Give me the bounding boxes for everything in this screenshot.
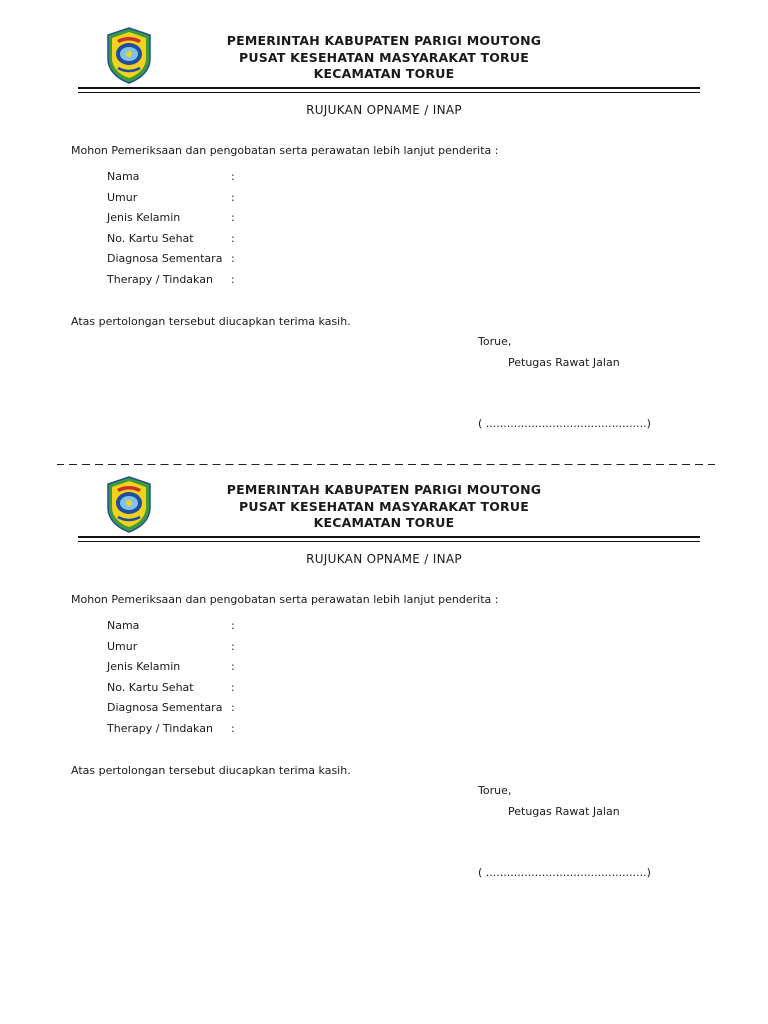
- referral-form-bottom: [0, 449, 768, 889]
- header-health-center: PUSAT KESEHATAN MASYARAKAT TORUE: [239, 499, 529, 514]
- closing-thanks: Atas pertolongan tersebut diucapkan terima kasih.: [71, 764, 351, 777]
- field-colon: :: [231, 619, 235, 632]
- field-colon: :: [231, 190, 235, 204]
- field-colon: :: [231, 721, 235, 735]
- field-label-therapy: Therapy / Tindakan: [107, 272, 213, 286]
- field-label-diagnosa: Diagnosa Sementara: [107, 252, 223, 266]
- field-colon: :: [231, 211, 235, 225]
- field-colon: :: [231, 170, 235, 183]
- header-divider-thick: [78, 87, 700, 89]
- field-label-kartu-sehat: No. Kartu Sehat: [107, 680, 194, 694]
- header-divider-thin: [78, 541, 700, 542]
- field-colon: :: [231, 660, 235, 674]
- field-label-jenis-kelamin: Jenis Kelamin: [107, 660, 181, 674]
- closing-thanks: Atas pertolongan tersebut diucapkan terima kasih.: [71, 315, 351, 328]
- field-label-nama: Nama: [107, 170, 140, 183]
- officer-title: Petugas Rawat Jalan: [508, 805, 620, 818]
- header-government: PEMERINTAH KABUPATEN PARIGI MOUTONG: [226, 482, 542, 497]
- intro-text: Mohon Pemeriksaan dan pengobatan serta perawatan lebih lanjut penderita :: [71, 144, 499, 157]
- field-label-umur: Umur: [107, 190, 138, 204]
- place-label: Torue,: [478, 784, 512, 797]
- field-colon: :: [231, 639, 235, 653]
- header-district: KECAMATAN TORUE: [313, 66, 455, 81]
- header-government: PEMERINTAH KABUPATEN PARIGI MOUTONG: [226, 33, 542, 48]
- signature-line: ( ..............................................): [478, 866, 651, 879]
- header-district: KECAMATAN TORUE: [313, 515, 455, 530]
- field-label-nama: Nama: [107, 619, 140, 632]
- field-colon: :: [231, 701, 235, 715]
- field-colon: :: [231, 272, 235, 286]
- header-divider-thick: [78, 536, 700, 538]
- field-label-kartu-sehat: No. Kartu Sehat: [107, 231, 194, 245]
- header-divider-thin: [78, 92, 700, 93]
- field-label-diagnosa: Diagnosa Sementara: [107, 701, 223, 715]
- intro-text: Mohon Pemeriksaan dan pengobatan serta perawatan lebih lanjut penderita :: [71, 593, 499, 606]
- field-label-therapy: Therapy / Tindakan: [107, 721, 213, 735]
- document-title: RUJUKAN OPNAME / INAP: [306, 552, 462, 566]
- field-colon: :: [231, 680, 235, 694]
- officer-title: Petugas Rawat Jalan: [508, 356, 620, 369]
- place-label: Torue,: [478, 335, 512, 348]
- field-colon: :: [231, 231, 235, 245]
- field-label-jenis-kelamin: Jenis Kelamin: [107, 211, 181, 225]
- referral-form-top: [0, 0, 768, 440]
- field-colon: :: [231, 252, 235, 266]
- document-title: RUJUKAN OPNAME / INAP: [306, 103, 462, 117]
- field-label-umur: Umur: [107, 639, 138, 653]
- signature-line: ( ..............................................): [478, 417, 651, 430]
- header-health-center: PUSAT KESEHATAN MASYARAKAT TORUE: [239, 50, 529, 65]
